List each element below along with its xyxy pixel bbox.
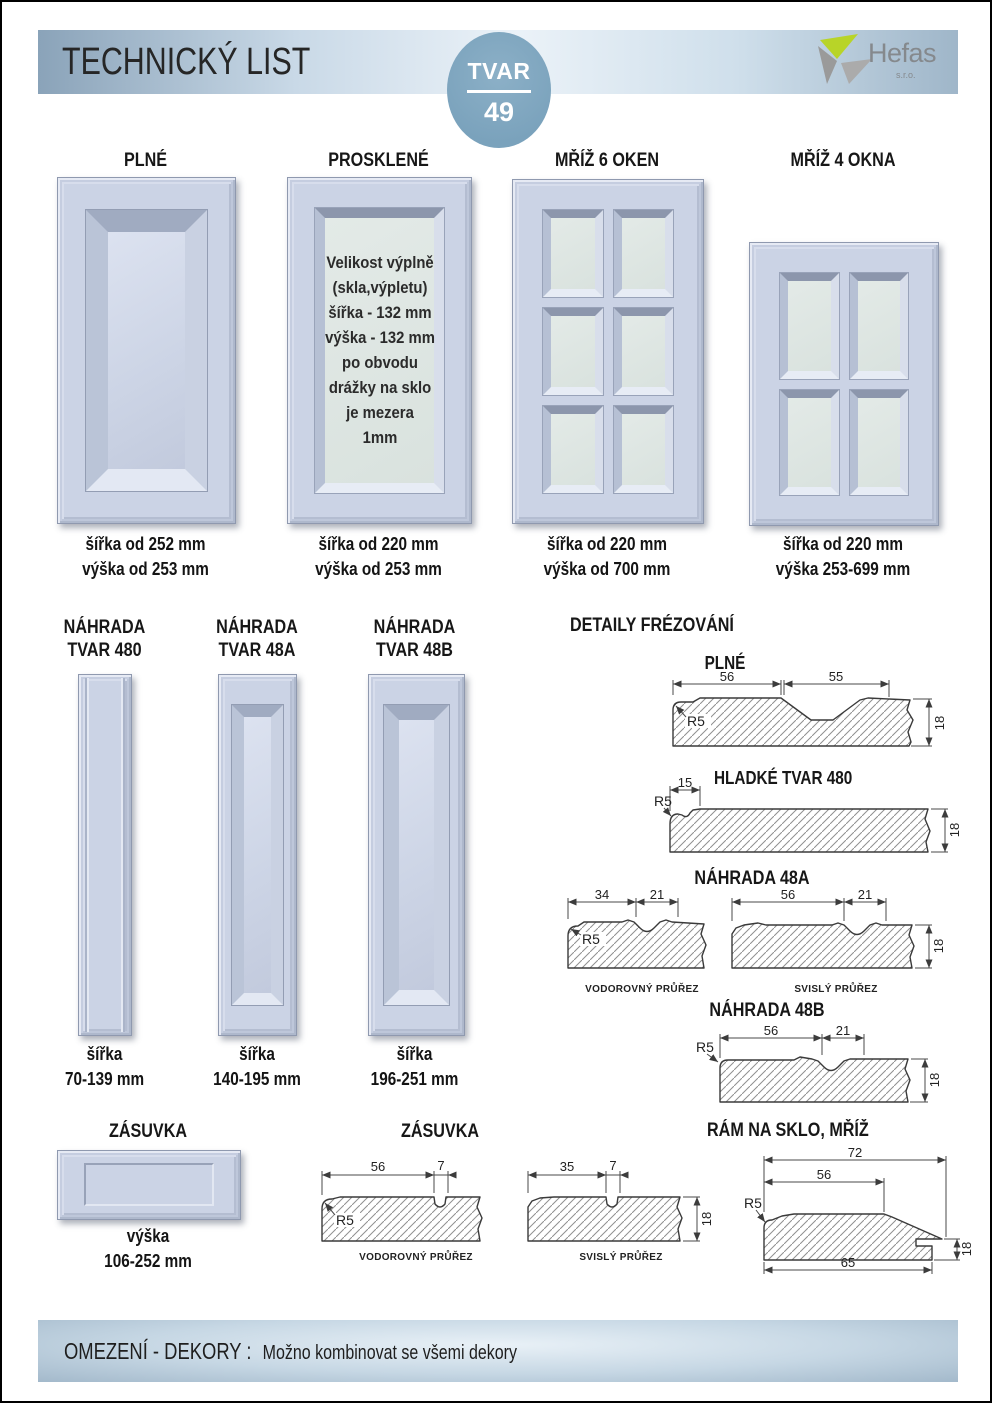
zasuvka-vertical-drawing — [520, 1157, 722, 1249]
dim-value: 56 — [816, 1167, 832, 1182]
extension-lines — [934, 1239, 960, 1260]
hladke-profile-drawing — [654, 776, 960, 860]
dim-value: 18 — [947, 822, 962, 838]
door-mriz6-grid — [543, 210, 673, 493]
n48a-horizontal-drawing — [558, 888, 726, 982]
caption-48a — [198, 1042, 317, 1092]
window-pane — [780, 390, 839, 496]
n48a-vertical-drawing — [726, 888, 946, 982]
dim-value: 56 — [370, 1159, 386, 1174]
dim-value: 55 — [828, 669, 844, 684]
badge-number: 49 — [483, 97, 515, 127]
door-nahrada-48a — [218, 674, 297, 1036]
window-pane — [614, 308, 674, 395]
heading-detail-plne: PLNÉ — [704, 653, 746, 673]
caption-line: výška od 253 mm — [315, 559, 442, 579]
caption-line: šířka — [239, 1044, 275, 1064]
heading-detaily-frezovani: DETAILY FRÉZOVÁNÍ — [570, 615, 734, 636]
dim-value: 18 — [699, 1211, 714, 1227]
dim-value: 72 — [847, 1145, 863, 1160]
window-pane — [614, 406, 674, 493]
caption-mriz6 — [518, 532, 697, 582]
dim-value: 56 — [719, 669, 735, 684]
door-plne — [57, 177, 236, 524]
heading-line: TVAR 480 — [67, 640, 142, 661]
dim-value: 15 — [677, 775, 693, 790]
dim-value: 21 — [649, 887, 665, 902]
drawer-inner-frame — [84, 1163, 214, 1206]
hefas-logo — [812, 32, 954, 92]
heading-detail-48a: NÁHRADA 48A — [694, 868, 810, 889]
door-nahrada-480 — [78, 674, 132, 1036]
window-pane — [543, 308, 603, 395]
radius-label: R5 — [582, 931, 600, 947]
heading-nahrada-480 — [51, 616, 157, 662]
glass-note-line: je mezera — [345, 403, 414, 422]
caption-line: šířka — [86, 1044, 123, 1064]
plne-profile-drawing — [660, 669, 947, 754]
dim-value: 65 — [840, 1255, 856, 1270]
caption-line: šířka od 220 mm — [547, 534, 667, 554]
door-48b-raised-panel — [384, 705, 449, 1005]
heading-plne: PLNÉ — [123, 150, 168, 171]
ram-profile-drawing — [744, 1145, 974, 1280]
footer-note — [64, 1320, 517, 1382]
heading-nahrada-48b — [357, 616, 472, 662]
radius-label: R5 — [687, 713, 705, 729]
dim-value: 21 — [857, 887, 873, 902]
heading-line: NÁHRADA — [373, 617, 456, 638]
door-mriz4-grid — [780, 273, 908, 495]
profile-section — [670, 809, 930, 852]
badge-tvar-label: TVAR — [467, 58, 531, 84]
profile-section — [528, 1197, 682, 1241]
door-mriz6 — [512, 179, 704, 524]
door-mriz4 — [749, 242, 939, 526]
profile-section — [720, 1057, 910, 1102]
glass-note-line: šířka - 132 mm — [327, 303, 432, 322]
dim-value: 35 — [559, 1159, 575, 1174]
dim-value: 7 — [609, 1158, 617, 1173]
dim-value: 34 — [594, 887, 610, 902]
leader-line — [707, 1054, 718, 1062]
heading-hladke-480: HLADKÉ TVAR 480 — [714, 768, 853, 788]
caption-480 — [43, 1042, 166, 1092]
section-label-vodorovny: VODOROVNÝ PRŮŘEZ — [359, 1252, 473, 1263]
dim-value: 18 — [959, 1241, 974, 1257]
glass-note-line: Velikost výplně — [325, 253, 434, 272]
profile-section — [764, 1214, 942, 1260]
dim-value: 7 — [437, 1158, 445, 1173]
glass-note-line: po obvodu — [341, 353, 418, 372]
dim-value: 18 — [932, 715, 947, 731]
extension-lines — [528, 1171, 620, 1193]
window-pane — [543, 406, 603, 493]
door-zasuvka — [57, 1150, 241, 1220]
section-label-vodorovny: VODOROVNÝ PRŮŘEZ — [585, 984, 699, 995]
tvar-badge — [447, 32, 551, 148]
glass-note-line: výška - 132 mm — [324, 328, 435, 347]
window-pane — [614, 210, 674, 297]
caption-zasuvka — [62, 1224, 234, 1274]
heading-mriz4: MŘÍŽ 4 OKNA — [790, 150, 896, 171]
caption-prosklene — [292, 532, 465, 582]
caption-line: výška — [126, 1226, 170, 1246]
heading-mriz6: MŘÍŽ 6 OKEN — [554, 150, 660, 171]
door-prosklene-glass — [315, 208, 444, 493]
heading-line: NÁHRADA — [63, 617, 146, 638]
radius-label: R5 — [336, 1212, 354, 1228]
caption-line: výška 253-699 mm — [775, 559, 911, 579]
caption-line: výška od 253 mm — [82, 559, 209, 579]
caption-line: šířka od 220 mm — [783, 534, 903, 554]
caption-line: 106-252 mm — [104, 1251, 192, 1271]
glass-note-line: (skla,výpletu) — [332, 278, 427, 297]
caption-line: výška od 700 mm — [543, 559, 671, 579]
dim-value: 56 — [763, 1023, 779, 1038]
radius-label: R5 — [744, 1195, 762, 1211]
window-pane — [543, 210, 603, 297]
caption-mriz4 — [755, 532, 932, 582]
radius-label: R5 — [654, 793, 672, 809]
glass-note — [325, 251, 435, 451]
glass-note-line: drážky na sklo — [328, 378, 431, 397]
radius-label: R5 — [696, 1039, 714, 1055]
n48b-profile-drawing — [694, 1022, 952, 1110]
profile-section — [732, 923, 914, 968]
door-48a-raised-panel — [232, 705, 283, 1005]
heading-line: NÁHRADA — [216, 617, 298, 638]
caption-line: 140-195 mm — [213, 1069, 301, 1089]
window-pane — [850, 390, 909, 496]
heading-nahrada-48a — [206, 616, 308, 662]
dim-value: 18 — [927, 1072, 942, 1088]
caption-48b — [353, 1042, 476, 1092]
dim-value: 21 — [835, 1023, 851, 1038]
caption-line: 70-139 mm — [64, 1069, 145, 1089]
section-label-svisly: SVISLÝ PRŮŘEZ — [579, 1252, 663, 1263]
heading-detail-48b: NÁHRADA 48B — [709, 1000, 825, 1021]
heading-zasuvka-door: ZÁSUVKA — [108, 1121, 188, 1142]
badge-divider — [467, 90, 531, 93]
caption-line: 196-251 mm — [370, 1069, 459, 1089]
glass-note-line: 1mm — [362, 428, 397, 447]
footer-value: Možno kombinovat se všemi dekory — [262, 1342, 517, 1364]
door-nahrada-48b — [368, 674, 465, 1036]
door-480-grooves — [85, 678, 125, 1032]
window-pane — [850, 273, 909, 379]
logo-text: Hefas — [868, 38, 937, 68]
heading-ram-na-sklo: RÁM NA SKLO, MŘÍŽ — [707, 1120, 869, 1141]
caption-line: šířka — [396, 1044, 433, 1064]
logo-suffix: s.r.o. — [896, 70, 916, 80]
extension-lines — [673, 680, 889, 697]
window-pane — [780, 273, 839, 379]
heading-prosklene: PROSKLENÉ — [328, 150, 429, 171]
heading-line: TVAR 48A — [218, 640, 296, 661]
footer-label: OMEZENÍ - DEKORY : — [64, 1338, 252, 1364]
caption-line: šířka od 252 mm — [85, 534, 206, 554]
caption-plne — [62, 532, 229, 582]
dim-value: 18 — [931, 938, 946, 954]
heading-zasuvka-sections: ZÁSUVKA — [400, 1121, 480, 1142]
door-prosklene — [287, 177, 472, 524]
heading-line: TVAR 48B — [376, 640, 453, 661]
zasuvka-horizontal-drawing — [312, 1157, 520, 1249]
door-plne-raised-panel — [86, 210, 207, 491]
dim-value: 56 — [780, 887, 796, 902]
section-label-svisly: SVISLÝ PRŮŘEZ — [794, 984, 878, 995]
page-title: TECHNICKÝ LIST — [62, 41, 311, 83]
caption-line: šířka od 220 mm — [318, 534, 439, 554]
